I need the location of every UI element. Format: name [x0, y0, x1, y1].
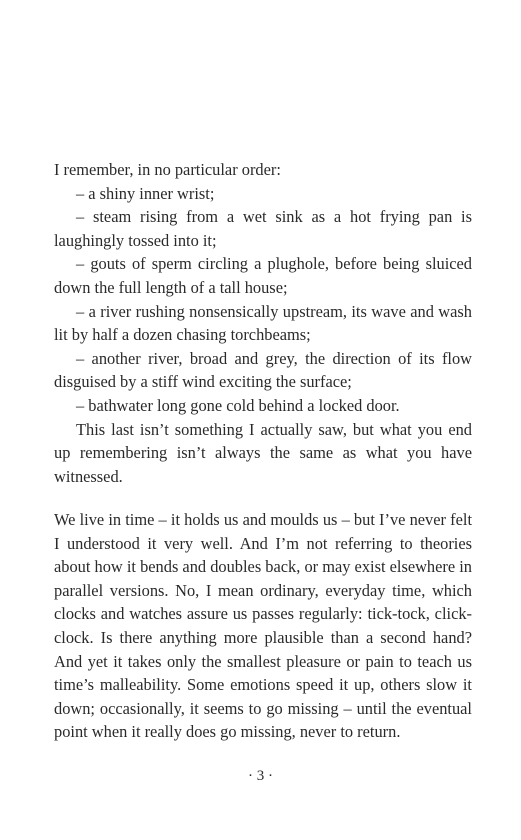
- list-item: – a shiny inner wrist;: [76, 183, 215, 203]
- closing-paragraph: This last isn’t something I actually saw, but what you end up remembering isn’t always the same as what you have witnessed.: [54, 419, 472, 486]
- time-paragraph: We live in time – it holds us and moulds us – but I’ve never felt I understood it very well. And I’m not referring to theories about how it bends and doubles back, or may exist elsewhere in parallel versions. No, I mean ordinary, everyday time, which clocks and watches assure us passes regularly: tick-tock, click-clock. Is there anything more plausible than a second hand? And yet it takes only the smallest pleasure or pain to teach us time’s malleability. Some emotions speed it up, others slow it down; occasionally, it seems to go missing – until the eventual point when it really does go missing, never to return.: [54, 510, 472, 742]
- intro-line: I remember, in no particular order:: [54, 160, 281, 179]
- list-item: – another river, broad and grey, the direction of its flow disguised by a stiff wind exciting the surface;: [54, 348, 472, 392]
- list-item: – a river rushing nonsensically upstream, its wave and wash lit by half a dozen chasing torchbeams;: [54, 301, 472, 345]
- list-item: – gouts of sperm circling a plughole, before being sluiced down the full length of a tall house;: [54, 254, 472, 297]
- page-number: · 3 ·: [248, 768, 273, 784]
- memory-list-section: [54, 158, 472, 488]
- time-section: [54, 508, 472, 744]
- list-item: – steam rising from a wet sink as a hot frying pan is laughingly tossed into it;: [54, 207, 472, 250]
- list-item: – bathwater long gone cold behind a locked door.: [76, 395, 400, 415]
